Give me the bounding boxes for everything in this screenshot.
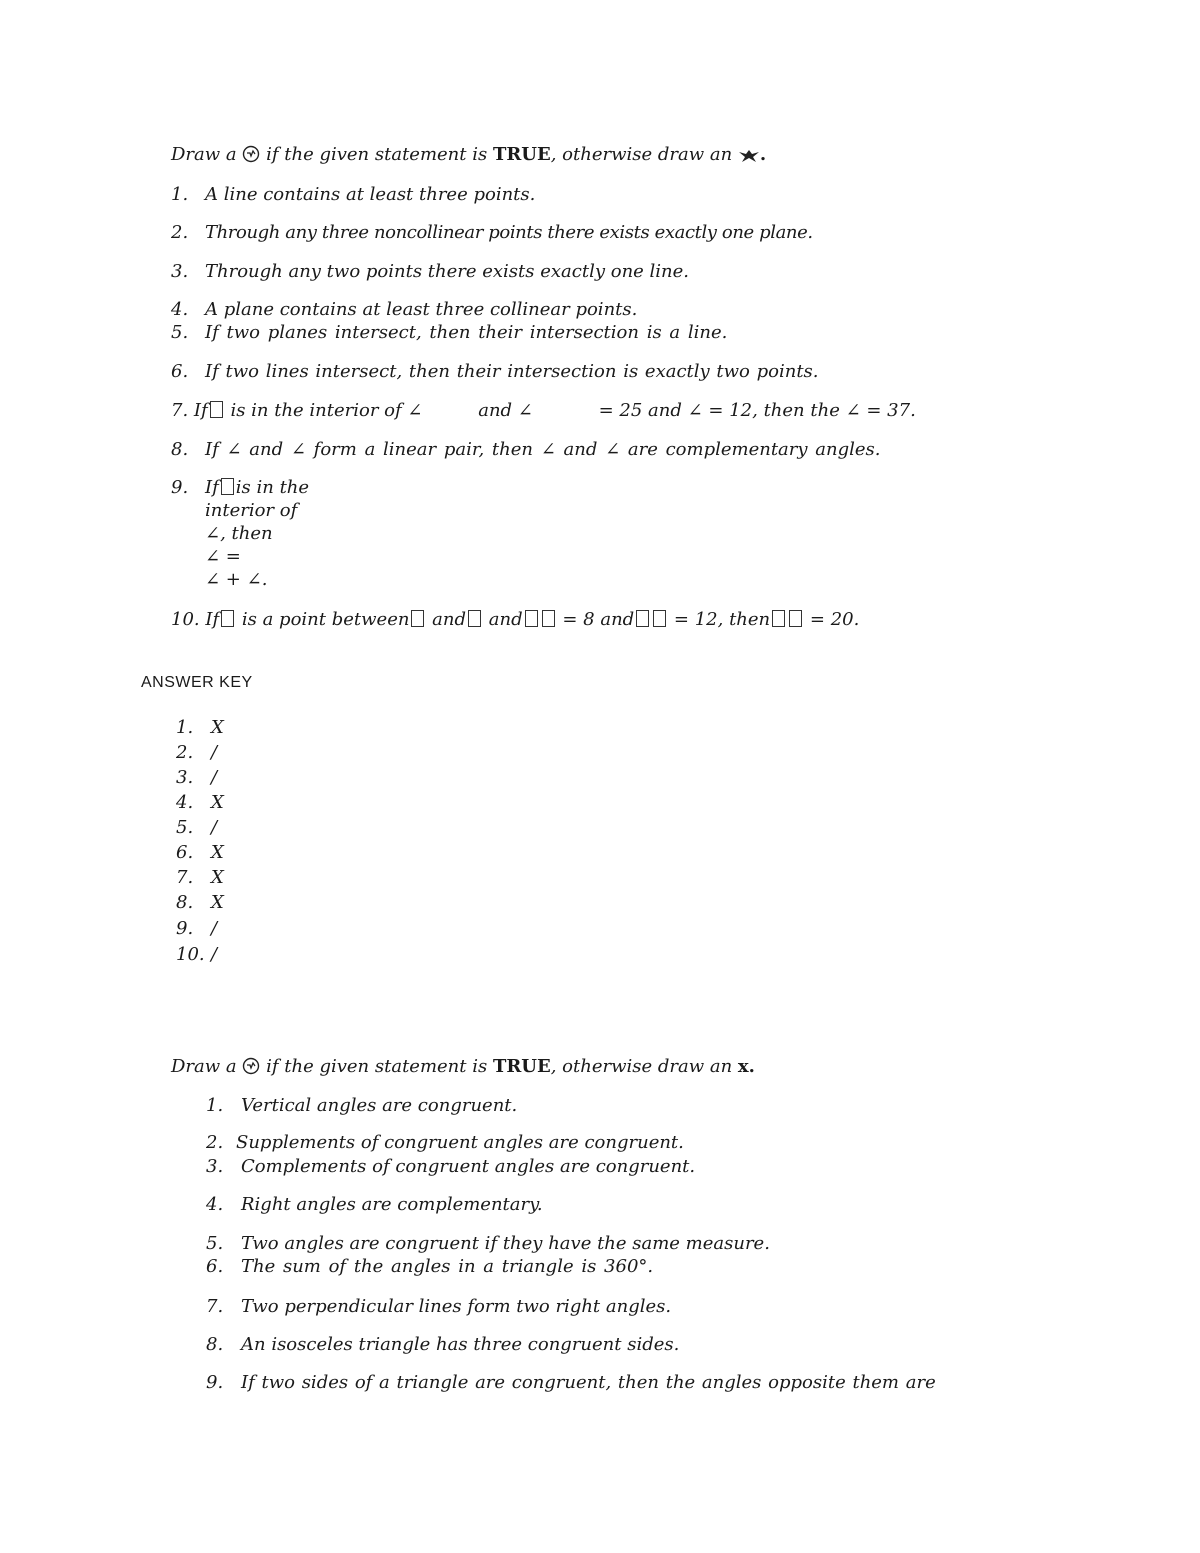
- part2-question-1-text: Vertical angles are congruent.: [241, 1095, 518, 1116]
- answer-7-mark: X: [211, 867, 224, 888]
- answer-6-mark: X: [211, 842, 224, 863]
- placeholder-box: [468, 610, 481, 627]
- instruction-1-true-word: TRUE: [492, 144, 551, 165]
- part2-question-5-text: Two angles are congruent if they have the same measure.: [241, 1233, 770, 1254]
- part2-question-1-number: 1.: [206, 1095, 224, 1116]
- part2-question-3-number: 3.: [206, 1156, 224, 1177]
- answer-5-number: 5.: [176, 817, 194, 838]
- question-7-part-d: = 25 and ∠ = 12, then the ∠ = 37.: [598, 400, 916, 421]
- instruction-1-after-true: , otherwise draw an: [550, 144, 733, 165]
- question-10-part-g: = 20.: [809, 609, 860, 630]
- question-10-part-a: If: [205, 609, 220, 630]
- part2-question-6-number: 6.: [206, 1256, 224, 1277]
- question-9-line1b: is in the: [235, 477, 310, 498]
- question-10: [171, 609, 859, 631]
- answer-10-number: 10.: [176, 944, 205, 965]
- question-9-line3: ∠, then: [205, 523, 273, 544]
- question-6-number: 6.: [171, 361, 189, 382]
- part2-question-5-number: 5.: [206, 1233, 224, 1254]
- question-9-line5: ∠ + ∠.: [205, 569, 268, 590]
- question-2-number: 2.: [171, 222, 189, 243]
- part2-question-8-number: 8.: [206, 1334, 224, 1355]
- answer-1-number: 1.: [176, 717, 194, 738]
- answer-9-number: 9.: [176, 918, 194, 939]
- placeholder-box: [411, 610, 424, 627]
- question-5-number: 5.: [171, 322, 189, 343]
- answer-2-number: 2.: [176, 742, 194, 763]
- question-10-part-b: is a point between: [241, 609, 410, 630]
- placeholder-box: [221, 478, 234, 495]
- answer-5-mark: /: [211, 817, 218, 838]
- answer-8-mark: X: [211, 892, 224, 913]
- question-10-part-f: = 12, then: [673, 609, 771, 630]
- question-5-text: If two planes intersect, then their intersection is a line.: [205, 322, 728, 343]
- instruction-1-end: .: [759, 144, 767, 165]
- part2-question-9-number: 9.: [206, 1372, 224, 1393]
- question-9-line2: interior of: [205, 500, 298, 521]
- part2-question-9-text: If two sides of a triangle are congruent, then the angles opposite them are: [241, 1372, 936, 1393]
- instruction-2-x-word: x: [737, 1056, 749, 1077]
- question-7-part-b: is in the interior of ∠: [230, 400, 423, 421]
- question-9-number: 9.: [171, 477, 189, 498]
- answer-8-number: 8.: [176, 892, 194, 913]
- question-10-part-e: = 8 and: [562, 609, 635, 630]
- part2-question-8-text: An isosceles triangle has three congruent sides.: [241, 1334, 680, 1355]
- question-8-text: If ∠ and ∠ form a linear pair, then ∠ and ∠ are complementary angles.: [205, 439, 881, 460]
- answer-10-mark: /: [211, 944, 218, 965]
- question-1-number: 1.: [171, 184, 189, 205]
- answer-3-number: 3.: [176, 767, 194, 788]
- instruction-2-after-true: , otherwise draw an: [550, 1056, 733, 1077]
- placeholder-box: [636, 610, 649, 627]
- instruction-1: [171, 144, 766, 169]
- instruction-2-mid: if the given statement is: [266, 1056, 488, 1077]
- part2-question-3-text: Complements of congruent angles are congruent.: [241, 1156, 696, 1177]
- placeholder-box: [772, 610, 785, 627]
- part2-question-4-number: 4.: [206, 1194, 224, 1215]
- instruction-2: [171, 1056, 755, 1081]
- answer-1-mark: X: [211, 717, 224, 738]
- question-3-text: Through any two points there exists exactly one line.: [205, 261, 690, 282]
- question-3-number: 3.: [171, 261, 189, 282]
- wing-x-icon: [738, 147, 760, 169]
- question-4-number: 4.: [171, 299, 189, 320]
- answer-2-mark: /: [211, 742, 218, 763]
- part2-question-7-number: 7.: [206, 1296, 224, 1317]
- answer-4-mark: X: [211, 792, 224, 813]
- instruction-1-start: Draw a: [171, 144, 237, 165]
- question-6-text: If two lines intersect, then their intersection is exactly two points.: [205, 361, 819, 382]
- part2-question-4-text: Right angles are complementary.: [241, 1194, 543, 1215]
- answer-4-number: 4.: [176, 792, 194, 813]
- part2-question-7-text: Two perpendicular lines form two right angles.: [241, 1296, 672, 1317]
- question-1-text: A line contains at least three points.: [205, 184, 536, 205]
- placeholder-box: [221, 610, 234, 627]
- instruction-2-end: .: [748, 1056, 755, 1077]
- placeholder-box: [542, 610, 555, 627]
- question-10-part-d: and: [488, 609, 523, 630]
- question-8-number: 8.: [171, 439, 189, 460]
- instruction-1-mid: if the given statement is: [266, 144, 488, 165]
- part2-question-6-text: The sum of the angles in a triangle is 360°.: [241, 1256, 654, 1277]
- part2-question-2-text: Supplements of congruent angles are congruent.: [236, 1132, 684, 1153]
- question-7-part-a: If: [193, 400, 208, 421]
- answer-7-number: 7.: [176, 867, 194, 888]
- placeholder-box: [653, 610, 666, 627]
- smiley-circle-icon: [242, 145, 260, 169]
- placeholder-box: [789, 610, 802, 627]
- answer-key-title: ANSWER KEY: [141, 674, 253, 691]
- placeholder-box: [210, 401, 223, 418]
- question-2-text: Through any three noncollinear points there exists exactly one plane.: [205, 222, 813, 243]
- answer-3-mark: /: [211, 767, 218, 788]
- question-9-line1a: If: [205, 477, 219, 498]
- part2-question-2-number: 2.: [206, 1132, 224, 1153]
- instruction-2-start: Draw a: [171, 1056, 237, 1077]
- smiley-circle-icon: [242, 1057, 260, 1081]
- question-9-line4: ∠ =: [205, 546, 241, 567]
- answer-9-mark: /: [211, 918, 218, 939]
- placeholder-box: [525, 610, 538, 627]
- instruction-2-true-word: TRUE: [492, 1056, 551, 1077]
- question-7-number: 7.: [171, 400, 189, 421]
- question-4-text: A plane contains at least three collinear points.: [205, 299, 638, 320]
- answer-6-number: 6.: [176, 842, 194, 863]
- question-10-part-c: and: [432, 609, 467, 630]
- question-7-part-c: and ∠: [478, 400, 533, 421]
- question-10-number: 10.: [171, 609, 200, 630]
- question-7: [171, 400, 916, 422]
